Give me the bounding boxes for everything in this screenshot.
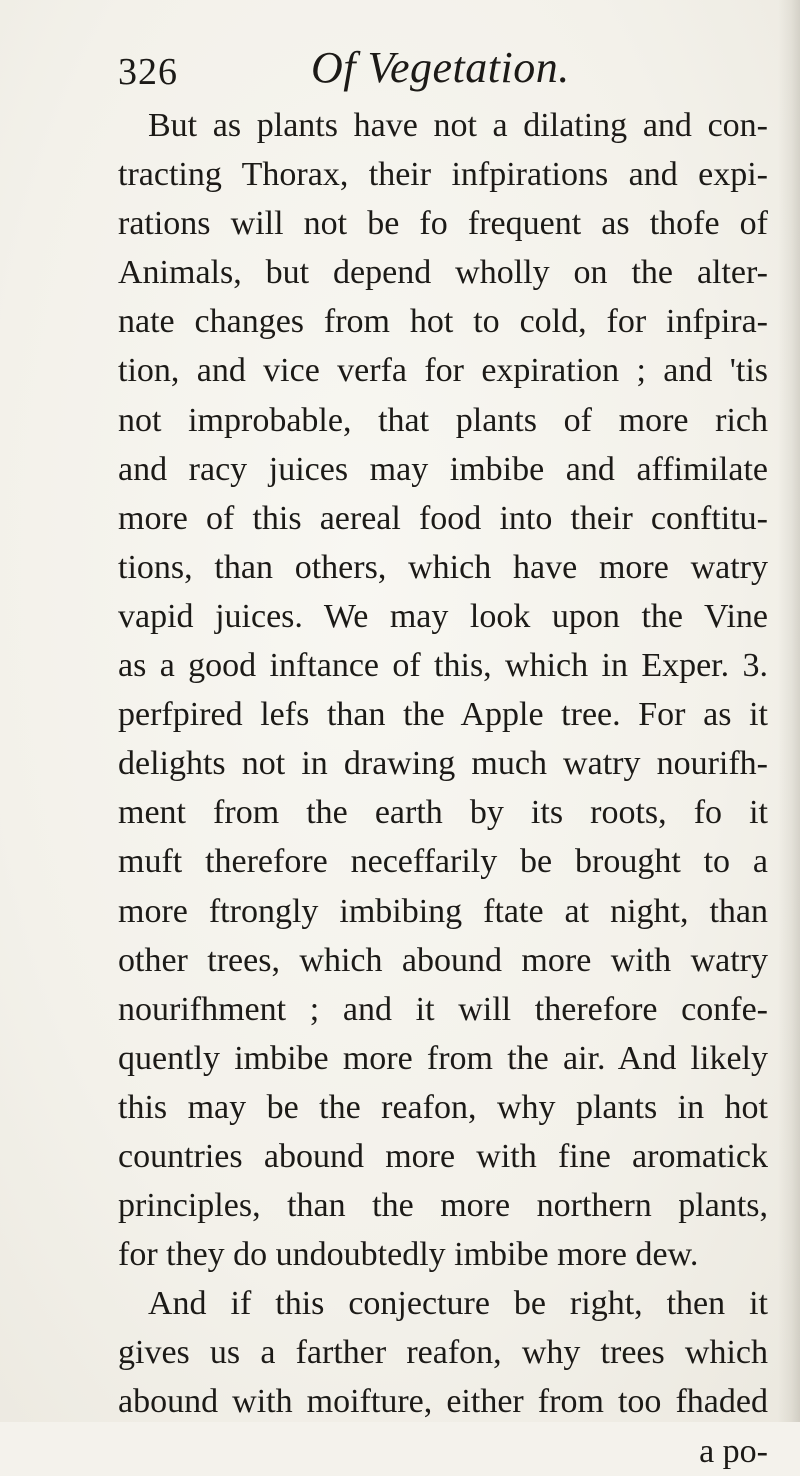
- text-line: gives us a farther reafon, why trees which: [118, 1334, 768, 1372]
- page-header: [118, 42, 758, 102]
- text-line: tions, than others, which have more watry: [118, 548, 768, 586]
- text-line: quently imbibe more from the air. And likely: [118, 1039, 768, 1077]
- text-line: tion, and vice verfa for expiration ; and 'tis: [118, 352, 768, 390]
- page-number: 326: [118, 51, 178, 93]
- body-text: [118, 101, 768, 1476]
- text-line: for they do undoubtedly imbibe more dew.: [118, 1236, 699, 1274]
- text-line: vapid juices. We may look upon the Vine: [118, 597, 768, 635]
- text-line: tracting Thorax, their infpirations and expi-: [118, 156, 768, 194]
- text-line: as a good inftance of this, which in Exper. 3.: [118, 647, 768, 685]
- text-line: ment from the earth by its roots, fo it: [118, 794, 768, 832]
- text-line: more ftrongly imbibing ftate at night, than: [118, 892, 768, 930]
- text-line: abound with moifture, either from too fhaded: [118, 1383, 768, 1421]
- text-line: muft therefore neceffarily be brought to a: [118, 843, 768, 881]
- catchword: a po-: [699, 1432, 768, 1470]
- text-line: perfpired lefs than the Apple tree. For as it: [118, 696, 768, 734]
- text-line: principles, than the more northern plants,: [118, 1187, 768, 1225]
- text-line: nate changes from hot to cold, for infpira-: [118, 303, 768, 341]
- text-line: more of this aereal food into their conftitu-: [118, 499, 768, 537]
- text-line: rations will not be fo frequent as thofe of: [118, 205, 768, 243]
- text-line: this may be the reafon, why plants in hot: [118, 1088, 768, 1126]
- text-line: Animals, but depend wholly on the alter-: [118, 254, 768, 292]
- text-line: countries abound more with fine aromatick: [118, 1137, 768, 1175]
- text-line: and racy juices may imbibe and affimilate: [118, 450, 768, 488]
- text-line: And if this conjecture be right, then it: [148, 1285, 768, 1323]
- running-head: Of Vegetation.: [311, 43, 570, 92]
- text-line: But as plants have not a dilating and con-: [148, 107, 768, 144]
- text-line: delights not in drawing much watry nourifh-: [118, 745, 768, 783]
- text-line: other trees, which abound more with watry: [118, 941, 768, 979]
- page-edge-shadow: [778, 0, 800, 1422]
- text-line: not improbable, that plants of more rich: [118, 401, 768, 439]
- text-line: nourifhment ; and it will therefore confe-: [118, 990, 768, 1028]
